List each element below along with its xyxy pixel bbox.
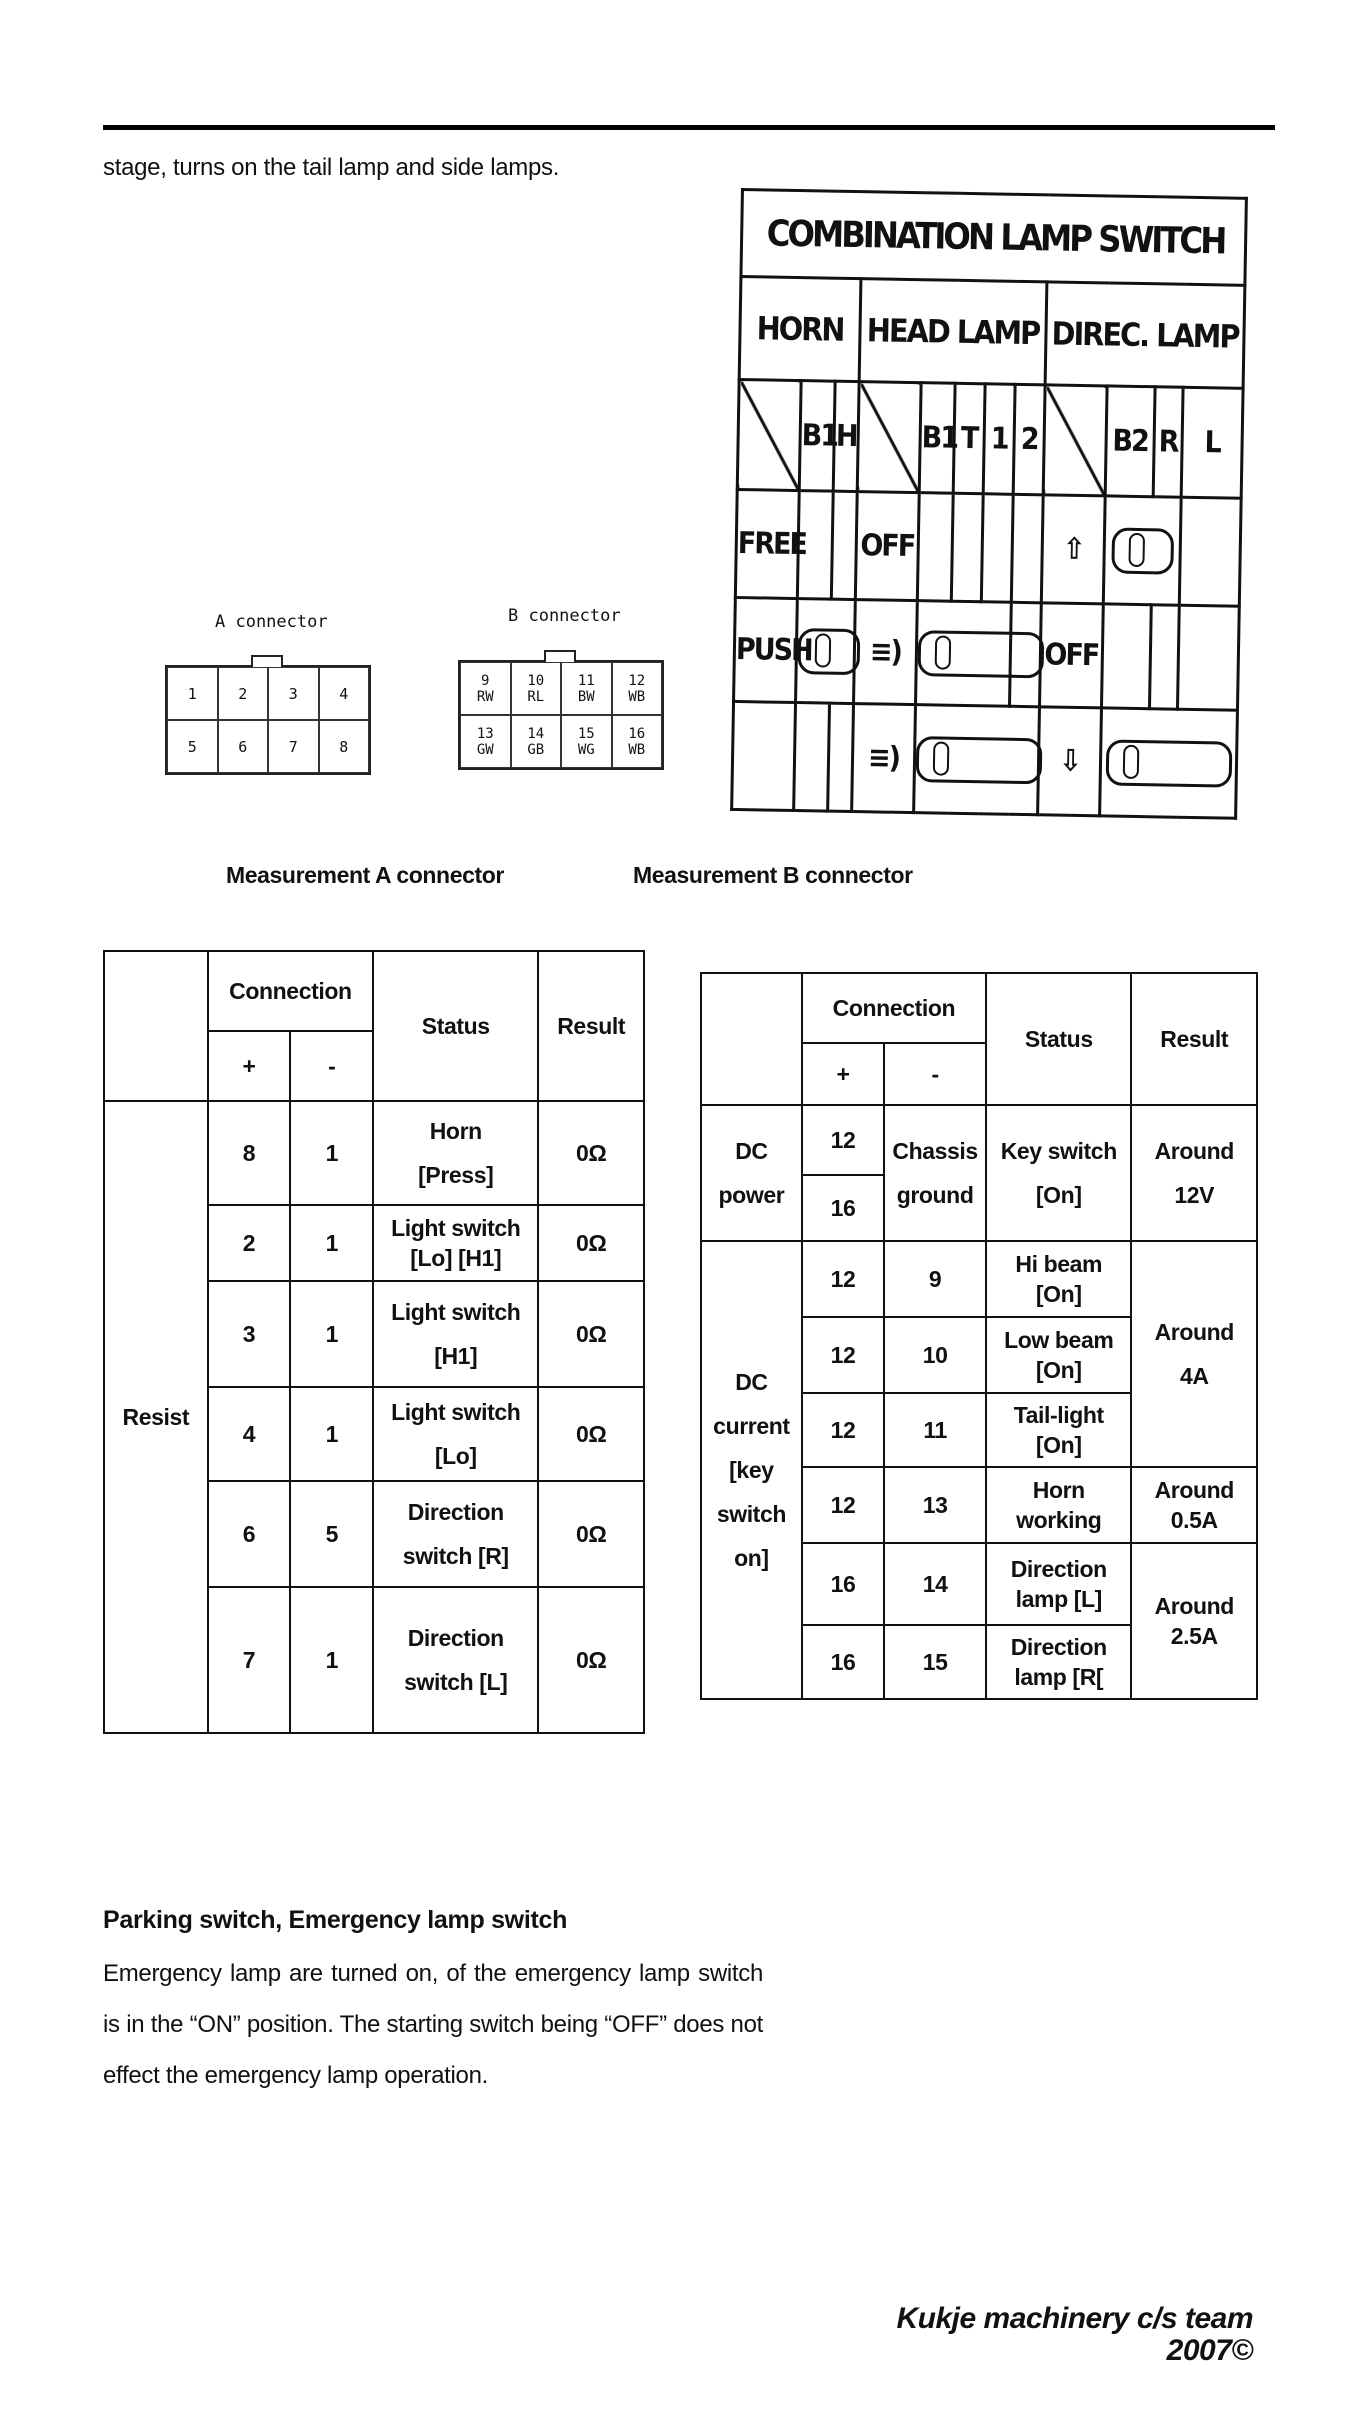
combo-row-push: PUSH (734, 597, 798, 702)
header-result: Result (1131, 973, 1257, 1105)
measurement-b-caption: Measurement B connector (633, 862, 913, 888)
cell-status: Direction switch [L] (373, 1587, 538, 1733)
parking-section-body: Emergency lamp are turned on, of the emergency lamp switch is in the “ON” position. The starting switch being “OFF” does not effect the emergency lamp operation. (103, 1960, 763, 2089)
cell-status: Tail-light [On] (986, 1393, 1131, 1467)
a-connector-pin: 5 (167, 720, 218, 773)
cell-minus: 1 (290, 1205, 373, 1281)
cell-plus: 12 (802, 1317, 884, 1393)
connection-cylinder-icon (796, 599, 856, 704)
measurement-a-table (103, 950, 645, 1734)
a-connector-pin: 2 (218, 667, 269, 720)
combo-direc-off: OFF (1039, 603, 1103, 708)
cell-minus: 1 (290, 1101, 373, 1205)
cell-result: 0Ω (538, 1281, 644, 1387)
cell-result: 0Ω (538, 1101, 644, 1205)
b-connector-pin: 16 WB (612, 715, 663, 768)
cell-plus: 4 (208, 1387, 291, 1481)
combo-col-horn-b1: B1 (799, 381, 835, 492)
cell-status: Light switch [H1] (373, 1281, 538, 1387)
connection-cylinder-icon (1100, 708, 1238, 818)
lamp-symbol-icon: ≡) (852, 704, 916, 813)
connection-cylinder-icon (916, 601, 1012, 707)
cell-minus: 11 (884, 1393, 986, 1467)
header-plus: + (208, 1031, 291, 1101)
cell-minus: Chassis ground (884, 1105, 986, 1241)
b-connector-pin: 11 BW (561, 662, 612, 715)
cell-status: Light switch [Lo] (373, 1387, 538, 1481)
b-connector-pin: 9 RW (460, 662, 511, 715)
cell-plus: 12 (802, 1467, 884, 1543)
lamp-symbol-icon: ≡) (854, 600, 918, 705)
cell-status: Direction switch [R] (373, 1481, 538, 1587)
cell-minus: 5 (290, 1481, 373, 1587)
combo-col-horn-h: H (833, 381, 859, 491)
header-connection: Connection (802, 973, 986, 1043)
cell-result: 0Ω (538, 1205, 644, 1281)
parking-section-title: Parking switch, Emergency lamp switch (103, 1906, 568, 1934)
measurement-b-table (700, 972, 1258, 1700)
cell-minus: 13 (884, 1467, 986, 1543)
combo-diagonal-cell (1043, 385, 1107, 496)
combo-col-head-1: 1 (983, 384, 1015, 495)
cell-plus: 12 (802, 1393, 884, 1467)
combo-diagonal-cell (857, 382, 921, 493)
cell-result: Around 2.5A (1131, 1543, 1257, 1699)
cell-plus: 16 (802, 1625, 884, 1699)
cell-status: Hi beam [On] (986, 1241, 1131, 1317)
b-connector-pin: 14 GB (511, 715, 562, 768)
b-connector-label: B connector (508, 606, 621, 626)
header-status: Status (373, 951, 538, 1101)
connection-cylinder-icon (1103, 496, 1181, 605)
cell-plus: 16 (802, 1175, 884, 1241)
combo-col-direc-l: L (1181, 387, 1243, 498)
b-connector-pin: 13 GW (460, 715, 511, 768)
header-result: Result (538, 951, 644, 1101)
group-resist: Resist (104, 1101, 208, 1733)
intro-text: stage, turns on the tail lamp and side lamps. (103, 154, 560, 181)
a-connector-latch (251, 655, 283, 667)
combination-lamp-switch-chart (730, 188, 1245, 815)
combo-col-direc-b2: B2 (1105, 386, 1155, 497)
combo-section-horn: HORN (739, 277, 861, 382)
cell-plus: 16 (802, 1543, 884, 1625)
cell-result: 0Ω (538, 1481, 644, 1587)
a-connector-pin: 6 (218, 720, 269, 773)
cell-minus: 15 (884, 1625, 986, 1699)
table-corner-cell (701, 973, 802, 1105)
direction-down-arrow-icon: ⇩ (1038, 707, 1102, 816)
cell-plus: 2 (208, 1205, 291, 1281)
a-connector-pin: 3 (268, 667, 319, 720)
combo-head-off: OFF (855, 492, 919, 601)
cell-status: Light switch [Lo] [H1] (373, 1205, 538, 1281)
cell-plus: 7 (208, 1587, 291, 1733)
combo-section-head-lamp: HEAD LAMP (859, 279, 1047, 385)
cell-result: Around 4A (1131, 1241, 1257, 1467)
table-corner-cell (104, 951, 208, 1101)
b-connector-latch (544, 650, 576, 662)
combo-title: COMBINATION LAMP SWITCH (741, 190, 1247, 286)
cell-result: 0Ω (538, 1387, 644, 1481)
cell-plus: 6 (208, 1481, 291, 1587)
cell-result: Around 12V (1131, 1105, 1257, 1241)
cell-minus: 1 (290, 1587, 373, 1733)
cell-status: Low beam [On] (986, 1317, 1131, 1393)
direction-up-arrow-icon: ⇧ (1041, 495, 1105, 604)
a-connector-pin: 4 (319, 667, 370, 720)
group-dc-current: DC current [key switch on] (701, 1241, 802, 1699)
cell-minus: 1 (290, 1281, 373, 1387)
a-connector-diagram (165, 665, 371, 775)
combo-section-direc-lamp: DIREC. LAMP (1045, 282, 1245, 388)
cell-plus: 12 (802, 1241, 884, 1317)
measurement-a-caption: Measurement A connector (226, 862, 504, 888)
cell-status: Direction lamp [L] (986, 1543, 1131, 1625)
combo-col-direc-r: R (1153, 387, 1183, 497)
cell-minus: 9 (884, 1241, 986, 1317)
cell-minus: 1 (290, 1387, 373, 1481)
cell-status: Direction lamp [R[ (986, 1625, 1131, 1699)
cell-plus: 12 (802, 1105, 884, 1175)
b-connector-pin: 15 WG (561, 715, 612, 768)
cell-minus: 14 (884, 1543, 986, 1625)
header-minus: - (884, 1043, 986, 1105)
connection-cylinder-icon (914, 705, 1040, 815)
header-minus: - (290, 1031, 373, 1101)
cell-status: Horn [Press] (373, 1101, 538, 1205)
group-dc-power: DC power (701, 1105, 802, 1241)
combo-col-head-2: 2 (1013, 384, 1045, 495)
cell-minus: 10 (884, 1317, 986, 1393)
combo-col-head-b1: B1 (919, 383, 955, 494)
cell-status: Key switch [On] (986, 1105, 1131, 1241)
combo-diagonal-cell (737, 379, 801, 490)
a-connector-pin: 7 (268, 720, 319, 773)
cell-result: 0Ω (538, 1587, 644, 1733)
b-connector-diagram (458, 660, 664, 770)
footer-credit: Kukje machinery c/s team 2007© (896, 2302, 1253, 2367)
combo-col-head-t: T (953, 383, 985, 494)
cell-result: Around 0.5A (1131, 1467, 1257, 1543)
a-connector-label: A connector (215, 612, 328, 632)
header-status: Status (986, 973, 1131, 1105)
cell-status: Horn working (986, 1467, 1131, 1543)
cell-plus: 8 (208, 1101, 291, 1205)
header-connection: Connection (208, 951, 374, 1031)
a-connector-pin: 8 (319, 720, 370, 773)
b-connector-pin: 10 RL (511, 662, 562, 715)
a-connector-pin: 1 (167, 667, 218, 720)
b-connector-pin: 12 WB (612, 662, 663, 715)
header-plus: + (802, 1043, 884, 1105)
top-rule (103, 125, 1275, 130)
cell-plus: 3 (208, 1281, 291, 1387)
combo-row-free: FREE (735, 489, 799, 598)
